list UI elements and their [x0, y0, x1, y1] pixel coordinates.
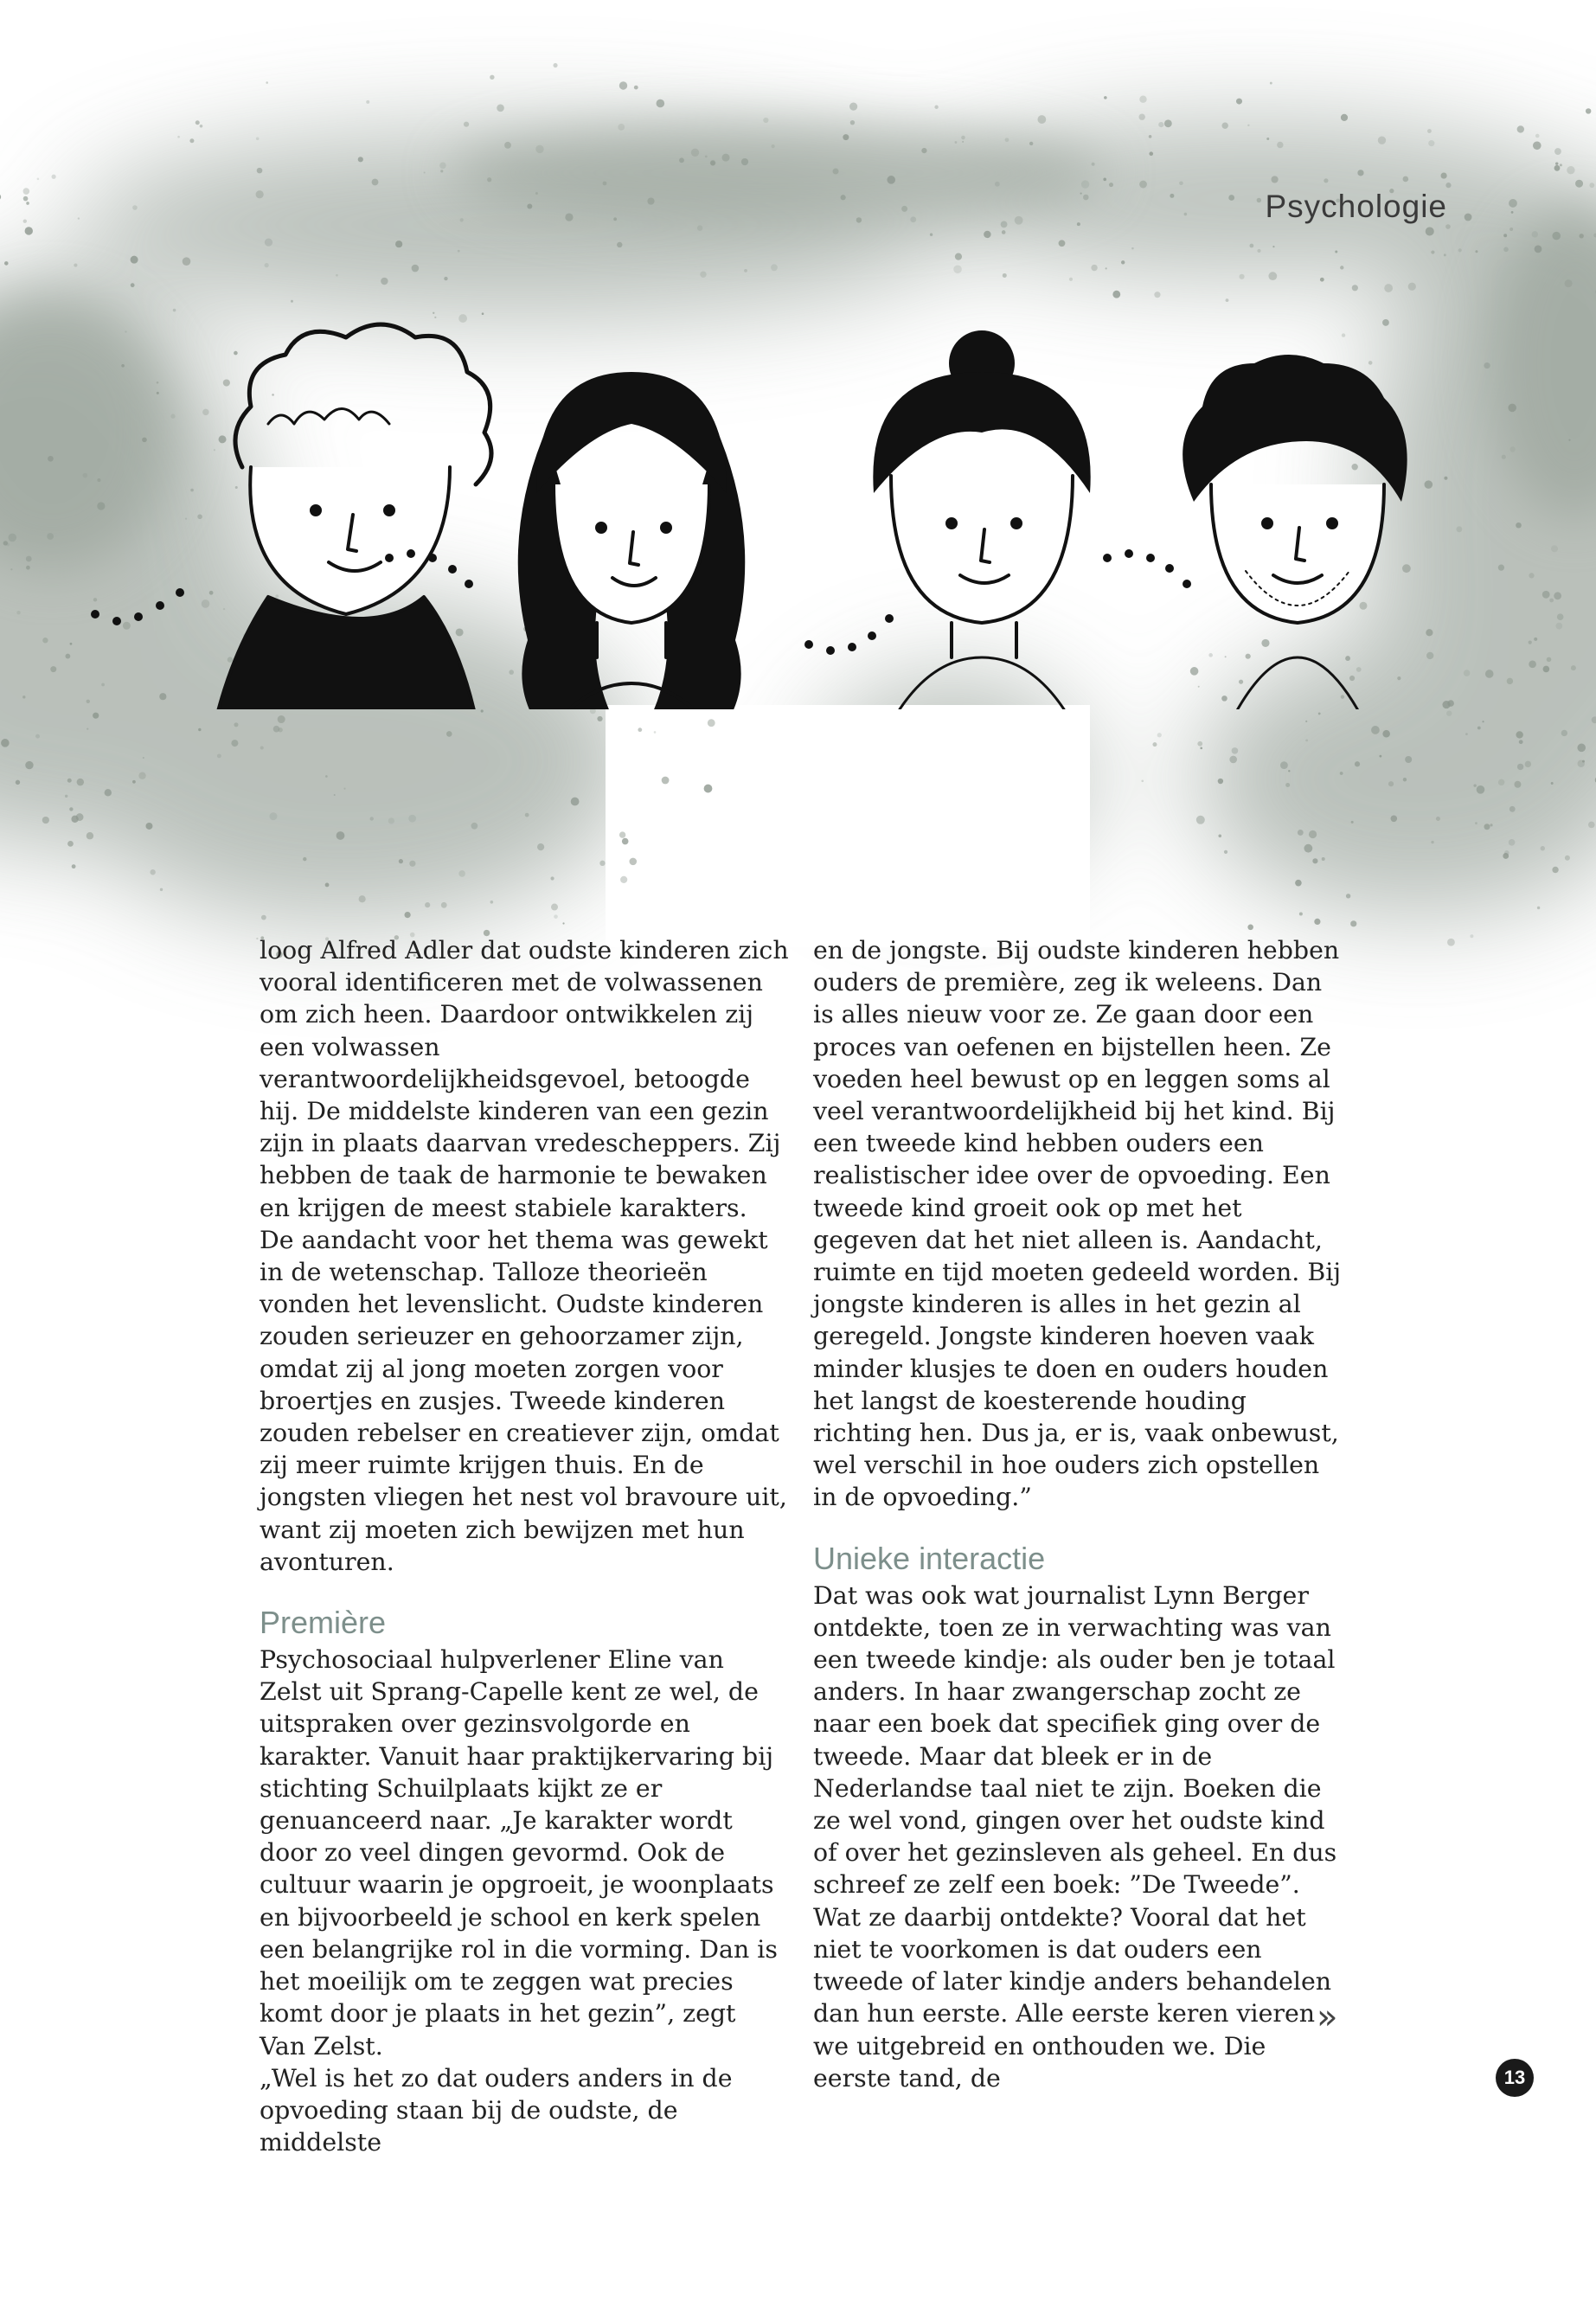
paragraph: Psychosociaal hulpverlener Eline van Zelst uit Sprang-Capelle kent ze wel, de uitspraken over gezinsvolgorde en karakter. Vanuit haar praktijkervaring bij stichting Schuilplaats kijkt ze er genuanceerd naar. „Je karakter wordt door zo veel dingen gevormd. Ook de cultuur waarin je opgroeit, je woonplaats en bijvoorbeeld je school en kerk spelen een belangrijke rol in die vorming. Dan is het moeilijk om te zeggen wat precies komt door je plaats in het gezin”, zegt Van Zelst.	[260, 1645, 778, 2061]
paragraph: Dat was ook wat journalist Lynn Berger ontdekte, toen ze in verwachting was van een tweede kindje: als ouder ben je totaal anders. In haar zwangerschap zocht ze naar een boek dat specifiek ging over de tweede. Maar dat bleek er in de Nederlandse taal niet te zijn. Boeken die ze wel vond, gingen over het oudste kind of over het gezinsleven als geheel. En dus schreef ze zelf een boek: ”De Tweede”.	[813, 1580, 1337, 1900]
paragraph: loog Alfred Adler dat oudste kinderen zich vooral identificeren met de volwassenen om zich heen. Daardoor ontwikkelen zij een volwassen verantwoordelijkheidsgevoel, betoogde hij. De middelste kinderen van een gezin zijn in plaats daarvan vredescheppers. Zij hebben de taak de harmonie te bewaken en krijgen de meest stabiele karakters.	[260, 936, 789, 1222]
subheading-premiere: Première	[260, 1605, 387, 1641]
paragraph: en de jongste. Bij oudste kinderen hebben ouders de première, zeg ik weleens. Dan is alles nieuw voor ze. Ze gaan door een proces van oefenen en bijstellen heen. Ze voeden heel bewust op en leggen soms al veel verantwoordelijkheid bij het kind. Bij een tweede kind hebben ouders een realistischer idee over de opvoeding. Een tweede kind groeit ook op met het gegeven dat het niet alleen is. Aandacht, ruimte en tijd moeten gedeeld worden. Bij jongste kinderen is alles in het gezin al geregeld. Jongste kinderen hoeven vaak minder klusjes te doen en ouders houden het langst de koesterende houding richting hen. Dus ja, er is, vaak onbewust, wel verschil in hoe ouders zich opstellen in de opvoeding.”	[813, 936, 1342, 1512]
section-label: Psychologie	[1265, 189, 1447, 224]
face-long-hair	[518, 372, 746, 709]
subheading-unieke-interactie: Unieke interactie	[813, 1540, 1046, 1576]
continue-arrows-icon: »	[1317, 1997, 1338, 2037]
face-curly-short	[216, 324, 491, 709]
right-column	[813, 934, 1343, 2094]
paragraph: Wat ze daarbij ontdekte? Vooral dat het niet te voorkomen is dat ouders een tweede of later kindje anders behandelen dan hun eerste. Alle eerste keren vieren we uitgebreid en onthouden we. Die eerste tand, de	[813, 1902, 1332, 2093]
left-column	[260, 934, 789, 2158]
paragraph: „Wel is het zo dat ouders anders in de opvoeding staan bij de oudste, de middelste	[260, 2063, 733, 2157]
four-sketched-faces-illustration	[69, 311, 1453, 709]
face-bun-hair	[873, 330, 1090, 709]
page-number: 13	[1496, 2059, 1534, 2097]
face-curly-beard	[1183, 355, 1407, 709]
paragraph: De aandacht voor het thema was gewekt in de wetenschap. Talloze theorieën vonden het levenslicht. Oudste kinderen zouden serieuzer en gehoorzamer zijn, omdat zij al jong moeten zorgen voor broertjes en zusjes. Tweede kinderen zouden rebelser en creatiever zijn, omdat zij meer ruimte krijgen thuis. En de jongsten vliegen het nest vol bravoure uit, want zij moeten zich bewijzen met hun avonturen.	[260, 1225, 787, 1576]
